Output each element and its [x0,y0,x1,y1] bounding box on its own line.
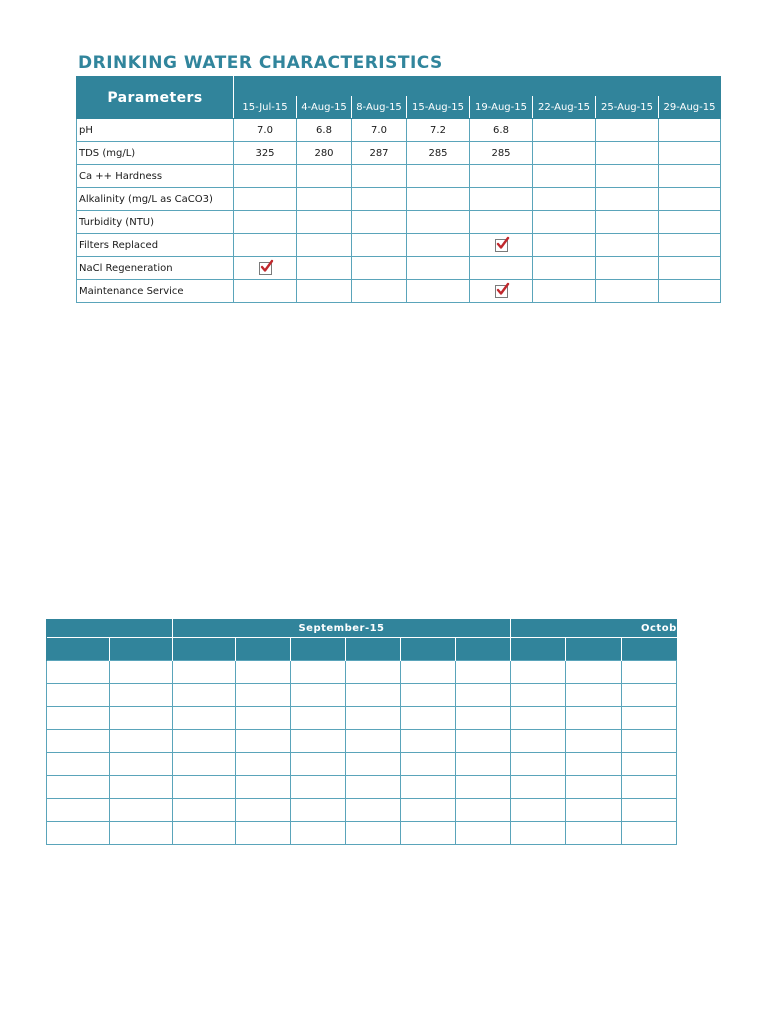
empty-cell [291,799,346,822]
date-header: 15-Jul-15 [234,96,297,119]
value-cell: 287 [352,142,407,165]
empty-cell [621,776,676,799]
empty-cell [47,707,110,730]
subheader-cell [566,638,621,661]
table-row [47,753,677,776]
checkbox-cell [234,257,297,280]
table-row [77,119,721,142]
date-header: 29-Aug-15 [659,96,721,119]
empty-cell [659,234,721,257]
empty-cell [291,707,346,730]
empty-cell [236,822,291,845]
value-cell [659,188,721,211]
empty-cell [621,661,676,684]
value-cell [352,211,407,234]
subheader-cell [110,638,173,661]
empty-cell [173,661,236,684]
blank-header-cell [47,619,173,638]
value-cell [659,142,721,165]
empty-cell [511,776,566,799]
checkmark-icon [495,285,508,298]
value-cell [533,211,596,234]
empty-cell [47,661,110,684]
value-cell [234,211,297,234]
monthly-log-table [46,619,677,845]
value-cell [234,188,297,211]
empty-cell [110,822,173,845]
table-row [77,257,721,280]
empty-cell [511,799,566,822]
empty-cell [47,799,110,822]
empty-cell [407,257,470,280]
empty-cell [352,257,407,280]
value-cell [596,142,659,165]
row-label: Turbidity (NTU) [77,211,234,234]
empty-cell [110,661,173,684]
value-cell [470,211,533,234]
empty-cell [236,753,291,776]
empty-cell [352,234,407,257]
value-cell: 6.8 [297,119,352,142]
empty-cell [110,707,173,730]
empty-cell [456,753,511,776]
table-row [47,661,677,684]
empty-cell [596,280,659,303]
subheader-cell [173,638,236,661]
table-row [77,142,721,165]
empty-cell [346,707,401,730]
empty-cell [533,280,596,303]
empty-cell [621,707,676,730]
value-cell [533,119,596,142]
empty-cell [110,799,173,822]
empty-cell [511,684,566,707]
parameters-header: Parameters [77,77,234,119]
value-cell: 285 [470,142,533,165]
empty-cell [456,661,511,684]
empty-cell [596,257,659,280]
subheader-cell [346,638,401,661]
empty-cell [566,799,621,822]
empty-cell [566,822,621,845]
value-cell [297,165,352,188]
empty-cell [511,661,566,684]
value-cell: 285 [407,142,470,165]
row-label: Ca ++ Hardness [77,165,234,188]
empty-cell [346,822,401,845]
checkbox-cell [470,280,533,303]
checkmark-icon [259,262,272,275]
table-row [47,822,677,845]
value-cell: 325 [234,142,297,165]
empty-cell [401,822,456,845]
date-header: 4-Aug-15 [297,96,352,119]
empty-cell [236,707,291,730]
empty-cell [173,822,236,845]
empty-cell [346,799,401,822]
value-cell [659,119,721,142]
water-characteristics-table [76,76,721,303]
row-label: NaCl Regeneration [77,257,234,280]
subheader-cell [456,638,511,661]
row-label: pH [77,119,234,142]
table-row [47,707,677,730]
empty-cell [456,730,511,753]
empty-cell [346,753,401,776]
value-cell [470,165,533,188]
empty-cell [47,730,110,753]
table-row [77,280,721,303]
value-cell: 7.2 [407,119,470,142]
empty-cell [401,730,456,753]
empty-cell [456,799,511,822]
date-header: 19-Aug-15 [470,96,533,119]
empty-cell [511,707,566,730]
date-header: 25-Aug-15 [596,96,659,119]
table-row [47,799,677,822]
value-cell [352,188,407,211]
empty-cell [236,730,291,753]
subheader-cell [47,638,110,661]
empty-cell [659,280,721,303]
empty-cell [291,776,346,799]
table-row [47,730,677,753]
checkmark-icon [495,239,508,252]
table-row [47,776,677,799]
row-label: Alkalinity (mg/L as CaCO3) [77,188,234,211]
empty-cell [533,234,596,257]
empty-cell [407,280,470,303]
empty-cell [596,234,659,257]
value-cell [596,165,659,188]
empty-cell [511,753,566,776]
table-row [77,188,721,211]
empty-cell [291,753,346,776]
date-header: 22-Aug-15 [533,96,596,119]
empty-cell [621,753,676,776]
value-cell [352,165,407,188]
empty-cell [346,730,401,753]
empty-cell [456,776,511,799]
empty-cell [234,234,297,257]
empty-cell [401,799,456,822]
table-row [77,234,721,257]
empty-cell [566,707,621,730]
empty-cell [566,753,621,776]
date-header: 15-Aug-15 [407,96,470,119]
value-cell [533,188,596,211]
date-header: 8-Aug-15 [352,96,407,119]
empty-cell [297,257,352,280]
month-header-september: September-15 [173,619,511,638]
checkbox-cell [470,234,533,257]
table-row [77,211,721,234]
empty-cell [621,799,676,822]
empty-cell [173,799,236,822]
empty-cell [470,257,533,280]
empty-cell [110,776,173,799]
empty-cell [110,684,173,707]
row-label: Filters Replaced [77,234,234,257]
value-cell: 7.0 [234,119,297,142]
empty-cell [173,776,236,799]
subheader-cell [401,638,456,661]
empty-cell [401,707,456,730]
empty-cell [47,684,110,707]
empty-cell [511,822,566,845]
empty-cell [401,753,456,776]
value-cell [596,188,659,211]
value-cell: 6.8 [470,119,533,142]
empty-cell [297,234,352,257]
value-cell: 280 [297,142,352,165]
empty-cell [236,684,291,707]
value-cell [659,211,721,234]
empty-cell [621,730,676,753]
value-cell [596,211,659,234]
empty-cell [236,776,291,799]
empty-cell [47,753,110,776]
empty-cell [401,661,456,684]
value-cell [407,211,470,234]
empty-cell [401,684,456,707]
empty-cell [291,684,346,707]
subheader-cell [511,638,566,661]
header-band [234,77,721,96]
empty-cell [659,257,721,280]
empty-cell [566,730,621,753]
empty-cell [291,661,346,684]
empty-cell [173,684,236,707]
empty-cell [47,776,110,799]
empty-cell [346,776,401,799]
empty-cell [456,707,511,730]
empty-cell [297,280,352,303]
value-cell [297,211,352,234]
empty-cell [234,280,297,303]
empty-cell [352,280,407,303]
row-label: TDS (mg/L) [77,142,234,165]
empty-cell [173,753,236,776]
empty-cell [566,776,621,799]
empty-cell [291,822,346,845]
empty-cell [173,730,236,753]
empty-cell [47,822,110,845]
empty-cell [566,661,621,684]
value-cell [407,165,470,188]
value-cell [297,188,352,211]
empty-cell [456,822,511,845]
subheader-cell [291,638,346,661]
table-row [77,165,721,188]
empty-cell [621,684,676,707]
empty-cell [173,707,236,730]
page-title: DRINKING WATER CHARACTERISTICS [78,53,443,73]
subheader-cell [621,638,676,661]
empty-cell [236,661,291,684]
empty-cell [456,684,511,707]
value-cell [596,119,659,142]
value-cell [533,165,596,188]
empty-cell [407,234,470,257]
value-cell [234,165,297,188]
empty-cell [110,753,173,776]
subheader-cell [236,638,291,661]
empty-cell [401,776,456,799]
value-cell [470,188,533,211]
empty-cell [346,661,401,684]
empty-cell [291,730,346,753]
empty-cell [511,730,566,753]
empty-cell [346,684,401,707]
value-cell: 7.0 [352,119,407,142]
table-row [47,684,677,707]
empty-cell [533,257,596,280]
value-cell [407,188,470,211]
empty-cell [236,799,291,822]
value-cell [659,165,721,188]
month-header-october: Octob [511,619,677,638]
value-cell [533,142,596,165]
row-label: Maintenance Service [77,280,234,303]
empty-cell [110,730,173,753]
empty-cell [621,822,676,845]
empty-cell [566,684,621,707]
